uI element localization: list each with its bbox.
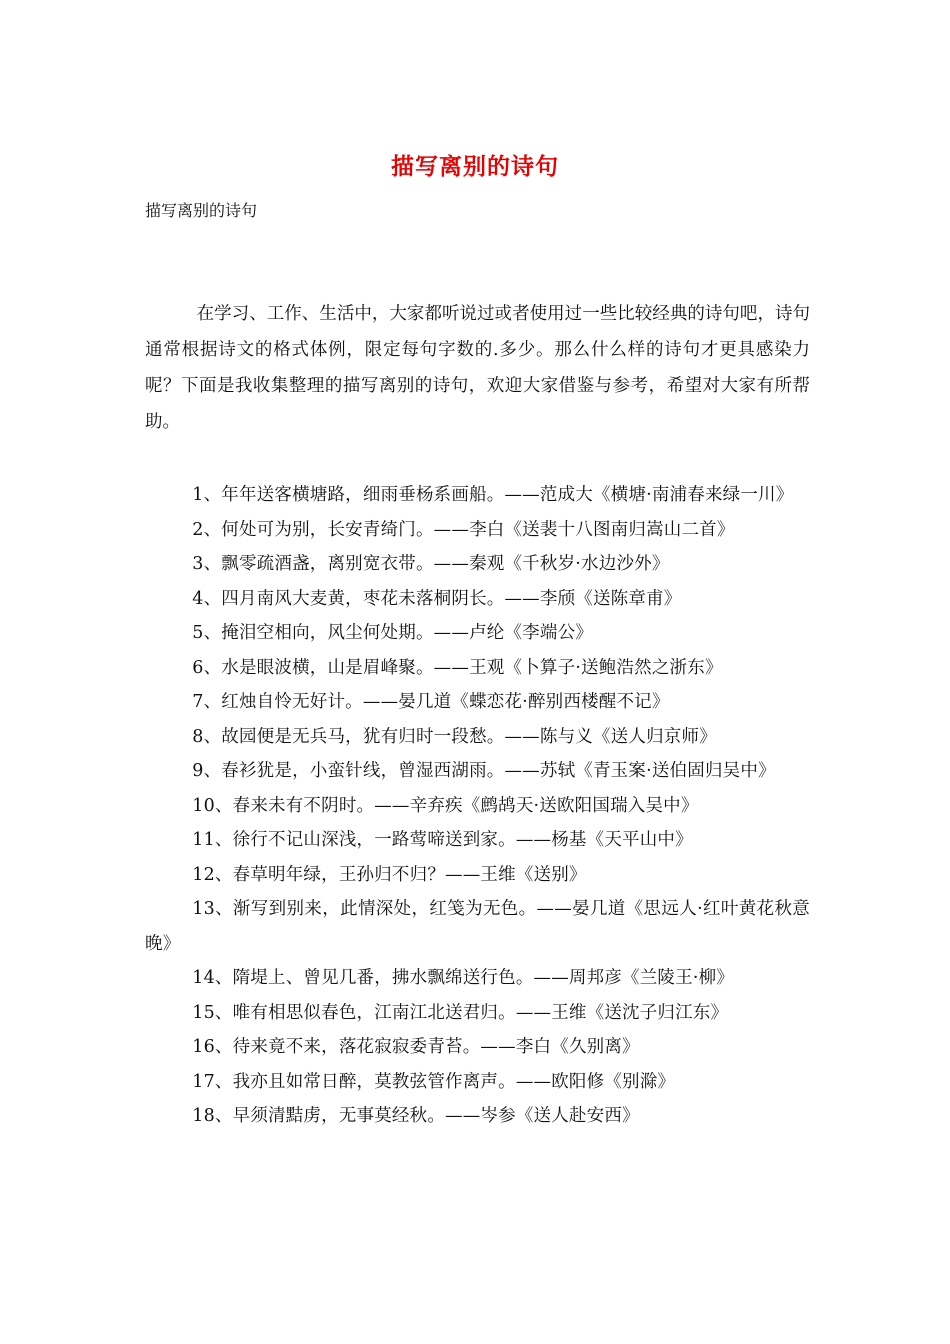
poem-line-5: 5、掩泪空相向，风尘何处期。——卢纶《李端公》 bbox=[192, 623, 593, 643]
poem-line-14: 14、隋堤上、曾见几番，拂水飘绵送行色。——周邦彦《兰陵王·柳》 bbox=[192, 968, 734, 988]
poem-line-10: 10、春来未有不阴时。——辛弃疾《鹧鸪天·送欧阳国瑞入吴中》 bbox=[192, 795, 699, 816]
poem-line-16: 16、待来竟不来，落花寂寂委青苔。——李白《久别离》 bbox=[192, 1037, 640, 1057]
poem-list bbox=[145, 478, 810, 1134]
poem-line-11: 11、徐行不记山深浅，一路莺啼送到家。——杨基《天平山中》 bbox=[192, 830, 693, 850]
poem-line-13: 13、渐写到别来，此情深处，红笺为无色。——晏几道《思远人·红叶黄花秋意晚》 bbox=[145, 899, 810, 954]
poem-line-6: 6、水是眼波横，山是眉峰聚。——王观《卜算子·送鲍浩然之浙东》 bbox=[192, 657, 723, 678]
poem-line-2: 2、何处可为别，长安青绮门。——李白《送裴十八图南归嵩山二首》 bbox=[192, 519, 735, 540]
poem-line-18: 18、早须清黠虏，无事莫经秋。——岑参《送人赴安西》 bbox=[192, 1106, 640, 1126]
poem-line-1: 1、年年送客横塘路，细雨垂杨系画船。——范成大《横塘·南浦春来绿一川》 bbox=[192, 485, 794, 505]
poem-line-15: 15、唯有相思似春色，江南江北送君归。——王维《送沈子归江东》 bbox=[192, 1002, 729, 1023]
poem-line-8: 8、故园便是无兵马，犹有归时一段愁。——陈与义《送人归京师》 bbox=[192, 726, 717, 747]
poem-line-12: 12、春草明年绿，王孙归不归？——王维《送别》 bbox=[192, 864, 587, 885]
document-subtitle: 描写离别的诗句 bbox=[145, 201, 258, 220]
poem-line-17: 17、我亦且如常日醉，莫教弦管作离声。——欧阳修《别滁》 bbox=[192, 1071, 676, 1092]
page-title: 描写离别的诗句 bbox=[391, 153, 559, 180]
poem-line-7: 7、红烛自怜无好计。——晏几道《蝶恋花·醉别西楼醒不记》 bbox=[192, 692, 670, 712]
intro-paragraph: 在学习、工作、生活中，大家都听说过或者使用过一些比较经典的诗句吧，诗句通常根据诗文的格式体例，限定每句字数的.多少。那么什么样的诗句才更具感染力呢？下面是我收集整理的描写离别的诗句，欢迎大家借鉴与参考，希望对大家有所帮助。 bbox=[145, 304, 810, 432]
poem-line-4: 4、四月南风大麦黄，枣花未落桐阴长。——李颀《送陈章甫》 bbox=[192, 588, 682, 609]
poem-line-9: 9、春衫犹是，小蛮针线，曾湿西湖雨。——苏轼《青玉案·送伯固归吴中》 bbox=[192, 761, 776, 781]
poem-line-3: 3、飘零疏酒盏，离别宽衣带。——秦观《千秋岁·水边沙外》 bbox=[192, 554, 670, 574]
